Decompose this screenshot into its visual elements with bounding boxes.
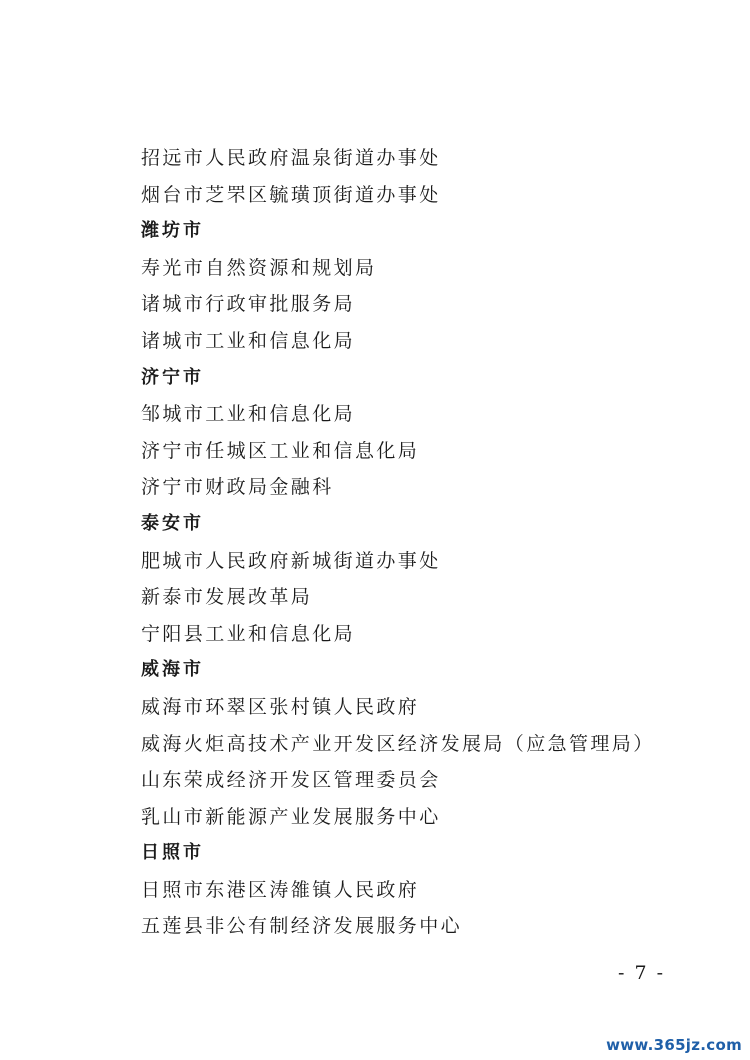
city-heading: 威海市 (141, 659, 204, 681)
city-heading: 泰安市 (141, 512, 204, 534)
organization-item: 诸城市工业和信息化局 (141, 329, 356, 352)
organization-item: 乳山市新能源产业发展服务中心 (141, 805, 441, 828)
organization-item: 威海火炬高技术产业开发区经济发展局（应急管理局） (141, 732, 655, 755)
organization-item: 日照市东港区涛雒镇人民政府 (141, 878, 420, 901)
organization-item: 烟台市芝罘区毓璜顶街道办事处 (141, 183, 441, 206)
city-heading: 潍坊市 (141, 220, 204, 242)
organization-item: 新泰市发展改革局 (141, 586, 313, 609)
organization-item: 威海市环翠区张村镇人民政府 (141, 695, 420, 718)
page-number: - 7 - (618, 962, 666, 984)
organization-item: 邹城市工业和信息化局 (141, 403, 356, 426)
organization-item: 济宁市任城区工业和信息化局 (141, 439, 420, 462)
city-heading: 济宁市 (141, 366, 204, 388)
organization-item: 诸城市行政审批服务局 (141, 293, 356, 316)
organization-item: 五莲县非公有制经济发展服务中心 (141, 915, 463, 938)
document-body (141, 140, 701, 945)
city-heading: 日照市 (141, 842, 204, 864)
organization-item: 寿光市自然资源和规划局 (141, 256, 377, 279)
site-watermark: www.365jz.com (606, 1036, 742, 1054)
organization-item: 招远市人民政府温泉街道办事处 (141, 147, 441, 169)
organization-item: 山东荣成经济开发区管理委员会 (141, 769, 441, 792)
organization-item: 宁阳县工业和信息化局 (141, 622, 356, 645)
organization-item: 济宁市财政局金融科 (141, 476, 334, 499)
organization-item: 肥城市人民政府新城街道办事处 (141, 549, 441, 572)
